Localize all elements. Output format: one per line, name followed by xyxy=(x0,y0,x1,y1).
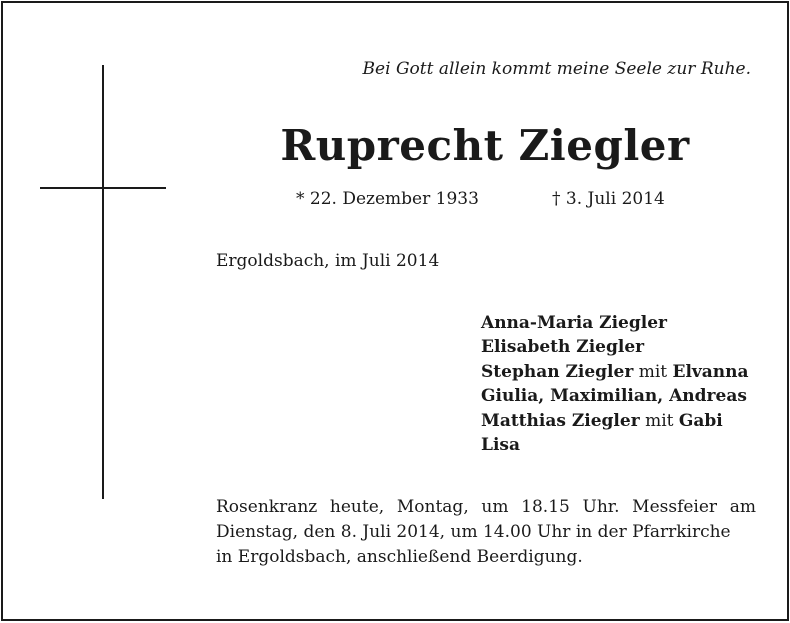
mourner-line: Elisabeth Ziegler xyxy=(481,337,645,358)
cross-icon-horizontal-bar xyxy=(40,187,166,189)
mourner-line xyxy=(481,409,749,433)
mourner-conjunction: mit xyxy=(633,361,673,382)
mourner-partner: Elvanna xyxy=(672,361,749,382)
death-date: † 3. Juli 2014 xyxy=(552,189,665,209)
service-line: in Ergoldsbach, anschließend Beerdigung. xyxy=(216,547,583,567)
mourner-partner: Gabi xyxy=(678,410,723,431)
mourner-line: Anna-Maria Ziegler xyxy=(481,313,667,333)
obituary-notice xyxy=(1,1,789,621)
mourners-list xyxy=(481,311,749,457)
mourner-line: Giulia, Maximilian, Andreas xyxy=(481,386,747,407)
service-information xyxy=(216,495,756,570)
service-line: Rosenkranz heute, Montag, um 18.15 Uhr. Messfeier am xyxy=(216,497,756,517)
deceased-name: Ruprecht Ziegler xyxy=(280,121,690,170)
mourner-line: Lisa xyxy=(481,435,520,456)
motto-verse: Bei Gott allein kommt meine Seele zur Ruhe. xyxy=(362,59,751,79)
mourner-name: Matthias Ziegler xyxy=(481,410,640,431)
mourner-line xyxy=(481,360,749,384)
place-and-date: Ergoldsbach, im Juli 2014 xyxy=(216,251,440,271)
service-line: Dienstag, den 8. Juli 2014, um 14.00 Uhr in der Pfarrkirche xyxy=(216,522,731,542)
mourner-name: Stephan Ziegler xyxy=(481,361,634,382)
birth-date: * 22. Dezember 1933 xyxy=(296,189,479,209)
mourner-conjunction: mit xyxy=(639,410,679,431)
